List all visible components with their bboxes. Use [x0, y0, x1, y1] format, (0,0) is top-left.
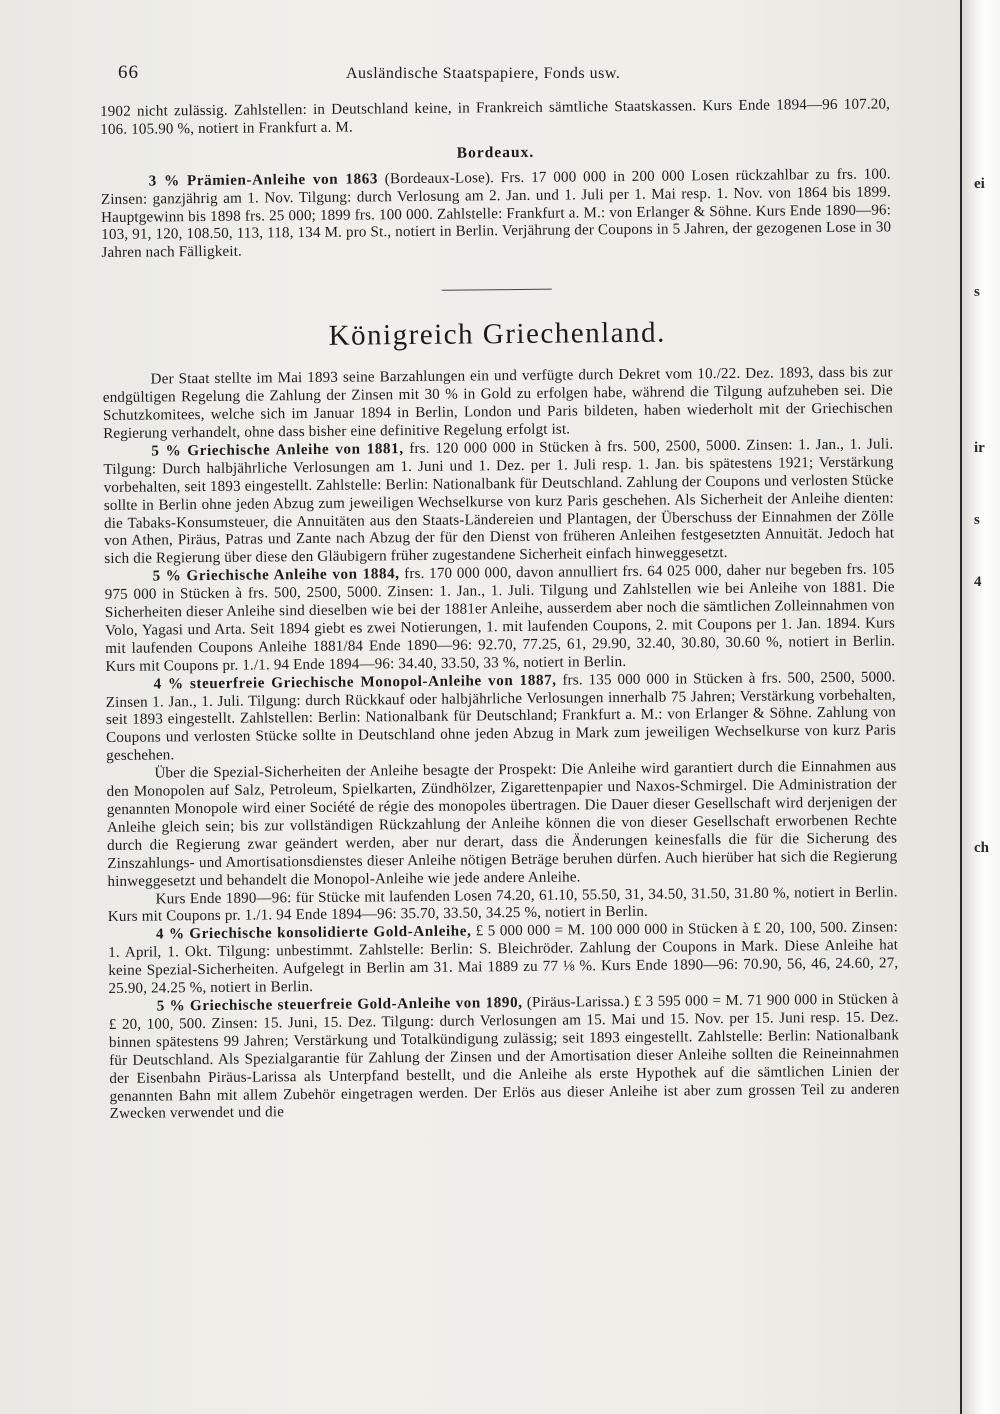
edge-fragment: ir — [974, 440, 985, 456]
paragraph-3-lead: 5 % Griechische Anleihe von 1884, — [152, 566, 400, 585]
paragraph-4-text: frs. 135 000 000 in Stücken à frs. 500, 2500, 5000. Zinsen 1. Jan., 1. Juli. Tilgung: durch Rückkauf oder halbjährliche Verlosungen innerhalb 75 Jahren; Verstärkung vorbehalten, seit 1893 eingestellt. Zahlstellen: Berlin: Nationalbank für Deutschland; Frankfurt a. M.: von Erlanger & Söhne. Zahlung von Coupons und verlosten Stücke sollte in Deutschland ohne jeden Abzug in Mark zum jeweiligen Wechselkurse von kurz Paris geschehen. — [105, 669, 897, 765]
edge-fragment: s — [974, 284, 980, 300]
paragraph-4-lead: 4 % steuerfreie Griechische Monopol-Anleihe von 1887, — [153, 672, 557, 693]
paragraph-2-lead: 5 % Griechische Anleihe von 1881, — [151, 440, 404, 460]
edge-fragment: ei — [974, 176, 985, 192]
edge-fragment: 4 — [974, 574, 982, 590]
adjacent-page-edge — [960, 0, 1000, 1414]
adjacent-page-fragments — [968, 0, 988, 1414]
page-body — [100, 96, 900, 1124]
paragraph-2 — [103, 436, 894, 569]
paragraph-7-lead: 4 % Griechische konsolidierte Gold-Anleihe, — [155, 923, 472, 943]
section-title: Königreich Griechenland. — [328, 316, 666, 353]
paragraph-4 — [105, 669, 896, 766]
bordeaux-heading: Bordeaux. — [456, 143, 535, 162]
edge-fragment: s — [974, 512, 980, 528]
intro-paragraph — [100, 96, 890, 139]
section-divider — [442, 289, 552, 291]
paragraph-3 — [104, 562, 895, 677]
paragraph-8-text: (Piräus-Larissa.) £ 3 595 000 = M. 71 900 000 in Stücken à £ 20, 100, 500. Zinsen: 15. Juni, 15. Dez. Tilgung: durch Verlosungen am 15. Mai und 15. Nov. per 15. Juni resp. 15. Dez. binnen spätestens 99 Jahren; Verstärkung und Totalkündigung zulässig; seit 1893 eingestellt. Zahlstelle: Berlin: Nationalbank für Deutschland. Als Spezialgarantie für Zahlung der Zinsen und der Amortisation dieser Anleihe sollten die Reineinnahmen der Eisenbahn Piräus-Larissa als Unterpfand bestellt, und die Anleihe als erste Hypothek auf die sämtlichen Linien der genannten Bahn mit allem Zubehör eingetragen werden. Der Erlös aus dieser Anleihe ist aber zum grossen Teil zu anderen Zwecken verwendet und die — [108, 991, 900, 1123]
paragraph-3-text: frs. 170 000 000, davon annulliert frs. 64 025 000, daher nur begeben frs. 105 975 000 in Stücken à frs. 500, 2500, 5000. Zinsen: 1. Jan., 1. Juli. Tilgung und Zahlstellen wie bei Anleihe von 1881. Die Sicherheiten dieser Anleihe sind dieselben wie bei der 1881er Anleihe, ausserdem aber noch die sämtlichen Zolleinnahmen von Volo, Yagasi und Arta. Seit 1894 giebt es zwei Notierungen, 1. mit laufenden Coupons, 2. mit Coupons per 1. Jan. 1894. Kurs mit laufenden Coupons Anleihe 1881/84 Ende 1890—96: 92.70, 77.25, 61, 29.90, 32.40, 30.80, 30.60 %, notiert in Berlin. Kurs mit Coupons pr. 1./1. 94 Ende 1894—96: 34.40, 33.50, 33 %, notiert in Berlin. — [104, 561, 896, 675]
paragraph-7-text: £ 5 000 000 = M. 100 000 000 in Stücken à £ 20, 100, 500. Zinsen: 1. April, 1. Okt. Tilgung: unbestimmt. Zahlstelle: Berlin: S. Bleichröder. Zahlung der Coupons in Mark. Diese Anleihe hat keine Spezial-Sicherheiten. Aufgelegt in Berlin am 31. Mai 1889 zu 77 ⅛ %. Kurs Ende 1890—96: 70.90, 56, 46, 24.60, 27, 25.90, 24.25 %, notiert in Berlin. — [108, 919, 899, 998]
running-head: Ausländische Staatspapiere, Fonds usw. — [346, 65, 621, 82]
paragraph-8 — [109, 991, 900, 1124]
bordeaux-lead: 3 % Prämien-Anleihe von 1863 — [148, 171, 379, 190]
paragraph-8-lead: 5 % Griechische steuerfreie Gold-Anleihe von 1890, — [156, 994, 523, 1015]
edge-fragment: ch — [974, 840, 989, 856]
page-header — [118, 62, 878, 88]
bordeaux-text: (Bordeaux-Lose). Frs. 17 000 000 in 200 000 Losen rückzahlbar zu frs. 100. Zinsen: ganzjährig am 1. Nov. Tilgung: durch Verlosung am 2. Jan. und 1. Juli per 1. Mai resp. 1. Nov. von 1864 bis 1899. Hauptgewinn bis 1898 frs. 25 000; 1899 frs. 100 000. Zahlstelle: Frankfurt a. M.: von Erlanger & Söhne. Kurs Ende 1890—96: 103, 91, 120, 108.50, 113, 118, 134 M. pro St., notiert in Berlin. Verjährung der Coupons in 5 Jahren, der gezogenen Lose in 30 Jahren nach Fälligkeit. — [100, 166, 892, 262]
bordeaux-paragraph — [101, 166, 892, 263]
paragraph-7 — [108, 920, 899, 999]
paragraph-5-text: Über die Spezial-Sicherheiten der Anleihe besagte der Prospekt: Die Anleihe wird garantiert durch die Einnahmen aus den Monopolen auf Salz, Petroleum, Spielkarten, Zündhölzer, Zigarettenpapier und Naxos-Schmirgel. Die Administration der genannten Monopole wird einer Société de régie des monopoles übertragen. Die Dauer dieser Gesellschaft wird derjenigen der Anleihe gleich sein; bis zur vollständigen Rückzahlung der Anleihe können die von dieser Gesellschaft erworbenen Rechte durch die Regierung zwar geändert werden, aber nur derart, dass die Änderungen keinesfalls die für die Sicherung des Zinszahlungs- und Amortisationsdienstes dieser Anleihe nötigen Beträge beruhen dürfen. Auch hierüber hat sich die Regierung hinweggesetzt und behandelt die Monopol-Anleihe wie jede andere Anleihe. — [106, 758, 898, 890]
page-number: 66 — [118, 62, 139, 83]
paragraph-1 — [103, 365, 894, 444]
paragraph-1-text: Der Staat stellte im Mai 1893 seine Barzahlungen ein und verfügte durch Dekret vom 10./22. Dez. 1893, dass bis zur endgültigen Regelung die Zahlung der Zinsen mit 30 % in Gold zu erfolgen habe, während die Tilgung aufzuheben sei. Die Schutzkomitees, welche sich im Januar 1894 in Berlin, London und Paris bildeten, haben wiederholt mit der Griechischen Regierung verhandelt, ohne dass bisher eine definitive Regelung erfolgt ist. — [102, 364, 894, 442]
paragraph-6-text: Kurs Ende 1890—96: für Stücke mit laufenden Losen 74.20, 61.10, 55.50, 31, 34.50, 31.50, 31.80 %, notiert in Berlin. Kurs mit Coupons pr. 1./1. 94 Ende 1894—96: 35.70, 33.50, 34.25 %, notiert in Berlin. — [107, 883, 898, 926]
paragraph-2-text: frs. 120 000 000 in Stücken à frs. 500, 2500, 5000. Zinsen: 1. Jan., 1. Juli. Tilgung: Durch halbjährliche Verlosungen am 1. Juni und 1. Dez. per 1. Juli resp. 1. Jan. bis spätestens 1921; Verstärkung vorbehalten, seit 1893 eingestellt. Zahlstelle: Berlin: Nationalbank für Deutschland. Zahlung der Coupons und verlosten Stücke sollte in Berlin ohne jeden Abzug zum jeweiligen Wechselkurse von kurz Paris geschehen. Als Sicherheit der Anleihe dienten: die Tabaks-Konsumsteuer, die Annuitäten aus den Staats-Ländereien und Plantagen, der Überschuss der Einnahmen der Zölle von Athen, Piräus, Patras und Zante nach Abzug der für den Dienst von früheren Anleihen festgesetzten Annuität. Jedoch hat sich die Regierung über diese den Gläubigern früher zugestandene Sicherheit einfach hinweggesetzt. — [103, 436, 895, 568]
paragraph-5 — [106, 759, 897, 892]
intro-text: 1902 nicht zulässig. Zahlstellen: in Deutschland keine, in Frankreich sämtliche Staatskassen. Kurs Ende 1894—96 107.20, 106. 105.90 %, notiert in Frankfurt a. M. — [100, 96, 891, 138]
